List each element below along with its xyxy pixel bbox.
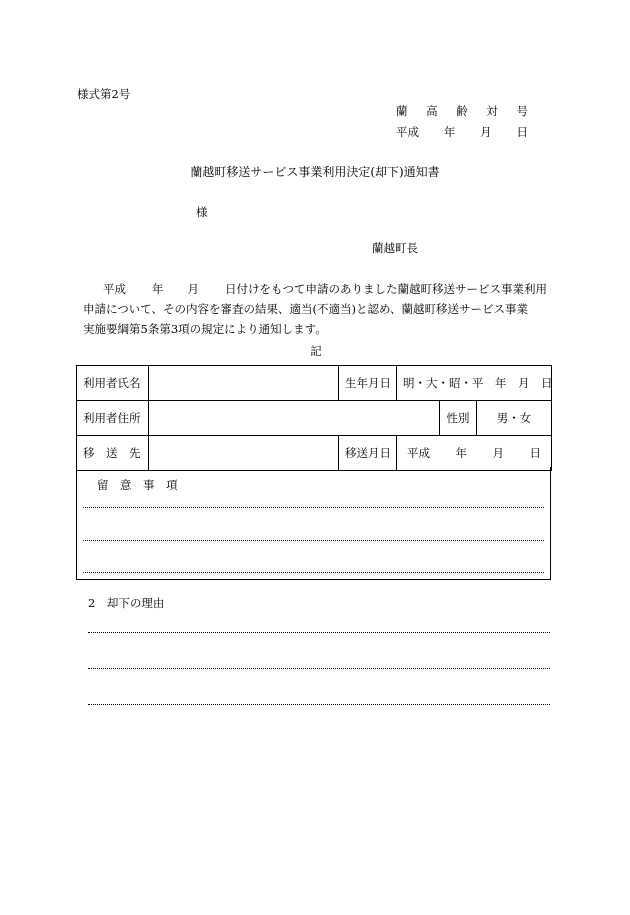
date-day: 日: [516, 125, 528, 139]
table-row: [77, 366, 552, 401]
date-era: 平成: [396, 125, 419, 139]
body-text: [83, 279, 563, 339]
notes-line[interactable]: [83, 540, 544, 541]
notes-line[interactable]: [83, 507, 544, 508]
reason-line[interactable]: [88, 668, 550, 669]
sex-label: 性別: [440, 401, 477, 435]
table-row: [77, 401, 552, 436]
birth-date-field[interactable]: 明・大・昭・平 年 月 日: [397, 366, 552, 401]
user-name-field[interactable]: [149, 366, 339, 401]
notes-box: [76, 467, 551, 580]
addressee-suffix: 様: [196, 205, 208, 219]
ki-heading: 記: [310, 344, 322, 358]
body-line-2: 申請について、その内容を審査の結果、適当(不適当)と認め、蘭越町移送サービス事業: [83, 302, 529, 316]
ref-char: 齢: [456, 104, 468, 118]
document-title: 蘭越町移送サービス事業利用決定(却下)通知書: [190, 165, 440, 179]
move-date-field[interactable]: 平成 年 月 日: [397, 436, 552, 471]
form-number: 様式第2号: [77, 87, 131, 101]
table-row: [77, 436, 552, 471]
reason-line[interactable]: [88, 632, 550, 633]
info-table: [76, 365, 552, 471]
move-date-label: 移送月日: [339, 436, 397, 471]
rejection-reason-heading: 2 却下の理由: [88, 596, 165, 610]
destination-field[interactable]: [149, 436, 339, 471]
sex-cell: [440, 401, 552, 436]
date-year: 年: [443, 125, 456, 139]
user-address-field[interactable]: [149, 401, 440, 436]
destination-label: 移 送 先: [77, 436, 149, 471]
issue-date: [396, 124, 528, 140]
user-name-label: 利用者氏名: [77, 366, 149, 401]
notes-line[interactable]: [83, 572, 544, 573]
ref-char: 蘭: [396, 104, 408, 118]
birth-date-label: 生年月日: [339, 366, 397, 401]
reason-line[interactable]: [88, 704, 550, 705]
body-line-3: 実施要綱第5条第3項の規定により通知します。: [83, 322, 327, 336]
date-month: 月: [480, 125, 492, 139]
user-address-label: 利用者住所: [77, 401, 149, 436]
sex-field[interactable]: 男・女: [496, 411, 532, 425]
reference-number: [396, 103, 528, 119]
ref-char: 対: [486, 104, 498, 118]
notes-label: 留 意 事 項: [97, 478, 178, 492]
issuer: 蘭越町長: [372, 241, 418, 255]
ref-char: 高: [426, 104, 438, 118]
ref-char: 号: [516, 104, 528, 118]
body-line-1: 平成 年 月 日付けをもつて申請のありました蘭越町移送サービス事業利用: [103, 282, 547, 296]
